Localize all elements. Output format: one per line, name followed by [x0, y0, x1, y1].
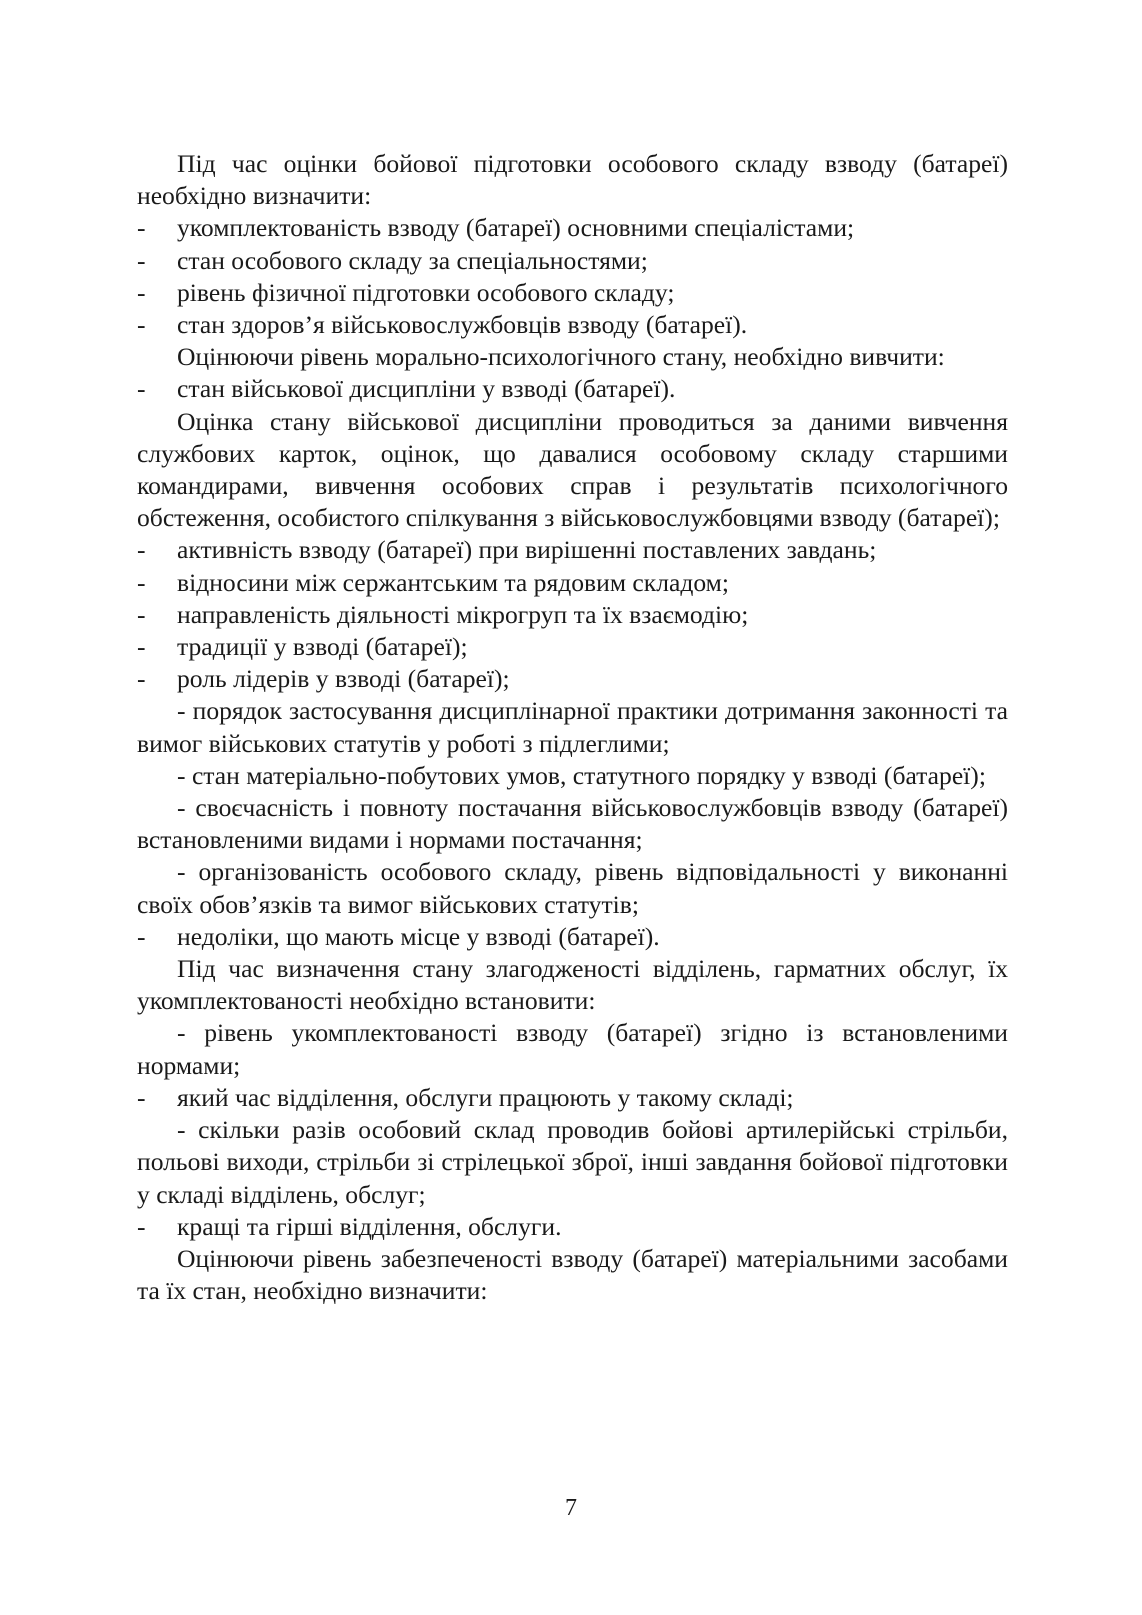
bullet-dash: -	[137, 632, 146, 662]
list-item: - традиції у взводі (батареї);	[137, 631, 1008, 663]
bullet-dash: -	[137, 245, 146, 275]
bullet-dash: -	[177, 793, 186, 823]
list-item: - який час відділення, обслуги працюють у такому складі;	[137, 1082, 1008, 1114]
list-item: - роль лідерів у взводі (батареї);	[137, 663, 1008, 695]
list-item: - укомплектованість взводу (батареї) основними спеціалістами;	[137, 212, 1008, 244]
list-item: - порядок застосування дисциплінарної практики дотримання законності та вимог військових статутів у роботі з підлеглими;	[137, 696, 1008, 758]
bullet-dash: -	[137, 277, 146, 307]
list-item: - рівень фізичної підготовки особового складу;	[137, 277, 1008, 309]
bullet-dash: -	[137, 1211, 146, 1241]
body-text	[137, 148, 1008, 1307]
paragraph-moral-state-intro: Оцінюючи рівень морально-психологічного стану, необхідно вивчити:	[177, 342, 945, 372]
bullet-dash: -	[137, 921, 146, 951]
bullet-dash: -	[137, 664, 146, 694]
bullet-dash: -	[177, 857, 186, 887]
list-item: - стан військової дисципліни у взводі (батареї).	[137, 373, 1008, 405]
bullet-dash: -	[177, 760, 186, 790]
page-number: 7	[565, 1495, 577, 1521]
bullet-dash: -	[177, 696, 186, 726]
list-item: - стан особового складу за спеціальностями;	[137, 245, 1008, 277]
bullet-dash: -	[137, 599, 146, 629]
list-item: - своєчасність і повноту постачання військовослужбовців взводу (батареї) встановленими видами і нормами постачання;	[137, 793, 1008, 855]
list-item: - рівень укомплектованості взводу (батареї) згідно із встановленими нормами;	[137, 1018, 1008, 1080]
bullet-dash: -	[137, 567, 146, 597]
list-item: - активність взводу (батареї) при вирішенні поставлених завдань;	[137, 534, 1008, 566]
list-item: - кращі та гірші відділення, обслуги.	[137, 1211, 1008, 1243]
list-item: - скільки разів особовий склад проводив бойові артилерійські стрільби, польові виходи, стрільби зі стрілецької зброї, інші завдання бойової підготовки у складі відділень, обслуг;	[137, 1115, 1008, 1209]
list-item: - відносини між сержантським та рядовим складом;	[137, 567, 1008, 599]
paragraph-discipline-assessment: Оцінка стану військової дисципліни проводиться за даними вивчення службових карток, оцінок, що давалися особовому складу старшими командирами, вивчення особових справ і результатів психологічного обстеження, особистого спілкування з військовослужбовцями взводу (батареї);	[137, 406, 1008, 533]
bullet-dash: -	[137, 213, 146, 243]
bullet-dash: -	[177, 1115, 186, 1145]
list-item: - направленість діяльності мікрогруп та їх взаємодію;	[137, 599, 1008, 631]
list-item: - організованість особового складу, рівень відповідальності у виконанні своїх обов’язків та вимог військових статутів;	[137, 857, 1008, 919]
paragraph-cohesion-intro: Під час визначення стану злагодженості відділень, гарматних обслуг, їх укомплектованості необхідно встановити:	[137, 954, 1008, 1016]
bullet-dash: -	[137, 1082, 146, 1112]
bullet-dash: -	[137, 374, 146, 404]
list-item: - недоліки, що мають місце у взводі (батареї).	[137, 921, 1008, 953]
paragraph-supply-intro: Оцінюючи рівень забезпеченості взводу (батареї) матеріальними засобами та їх стан, необхідно визначити:	[137, 1243, 1008, 1306]
list-item: - стан матеріально-побутових умов, статутного порядку у взводі (батареї);	[137, 760, 1008, 792]
bullet-dash: -	[137, 535, 146, 565]
bullet-dash: -	[137, 310, 146, 340]
list-item: - стан здоров’я військовослужбовців взводу (батареї).	[137, 309, 1008, 341]
paragraph-combat-training-intro: Під час оцінки бойової підготовки особового складу взводу (батареї) необхідно визначити:	[137, 149, 1008, 211]
bullet-dash: -	[177, 1018, 186, 1048]
